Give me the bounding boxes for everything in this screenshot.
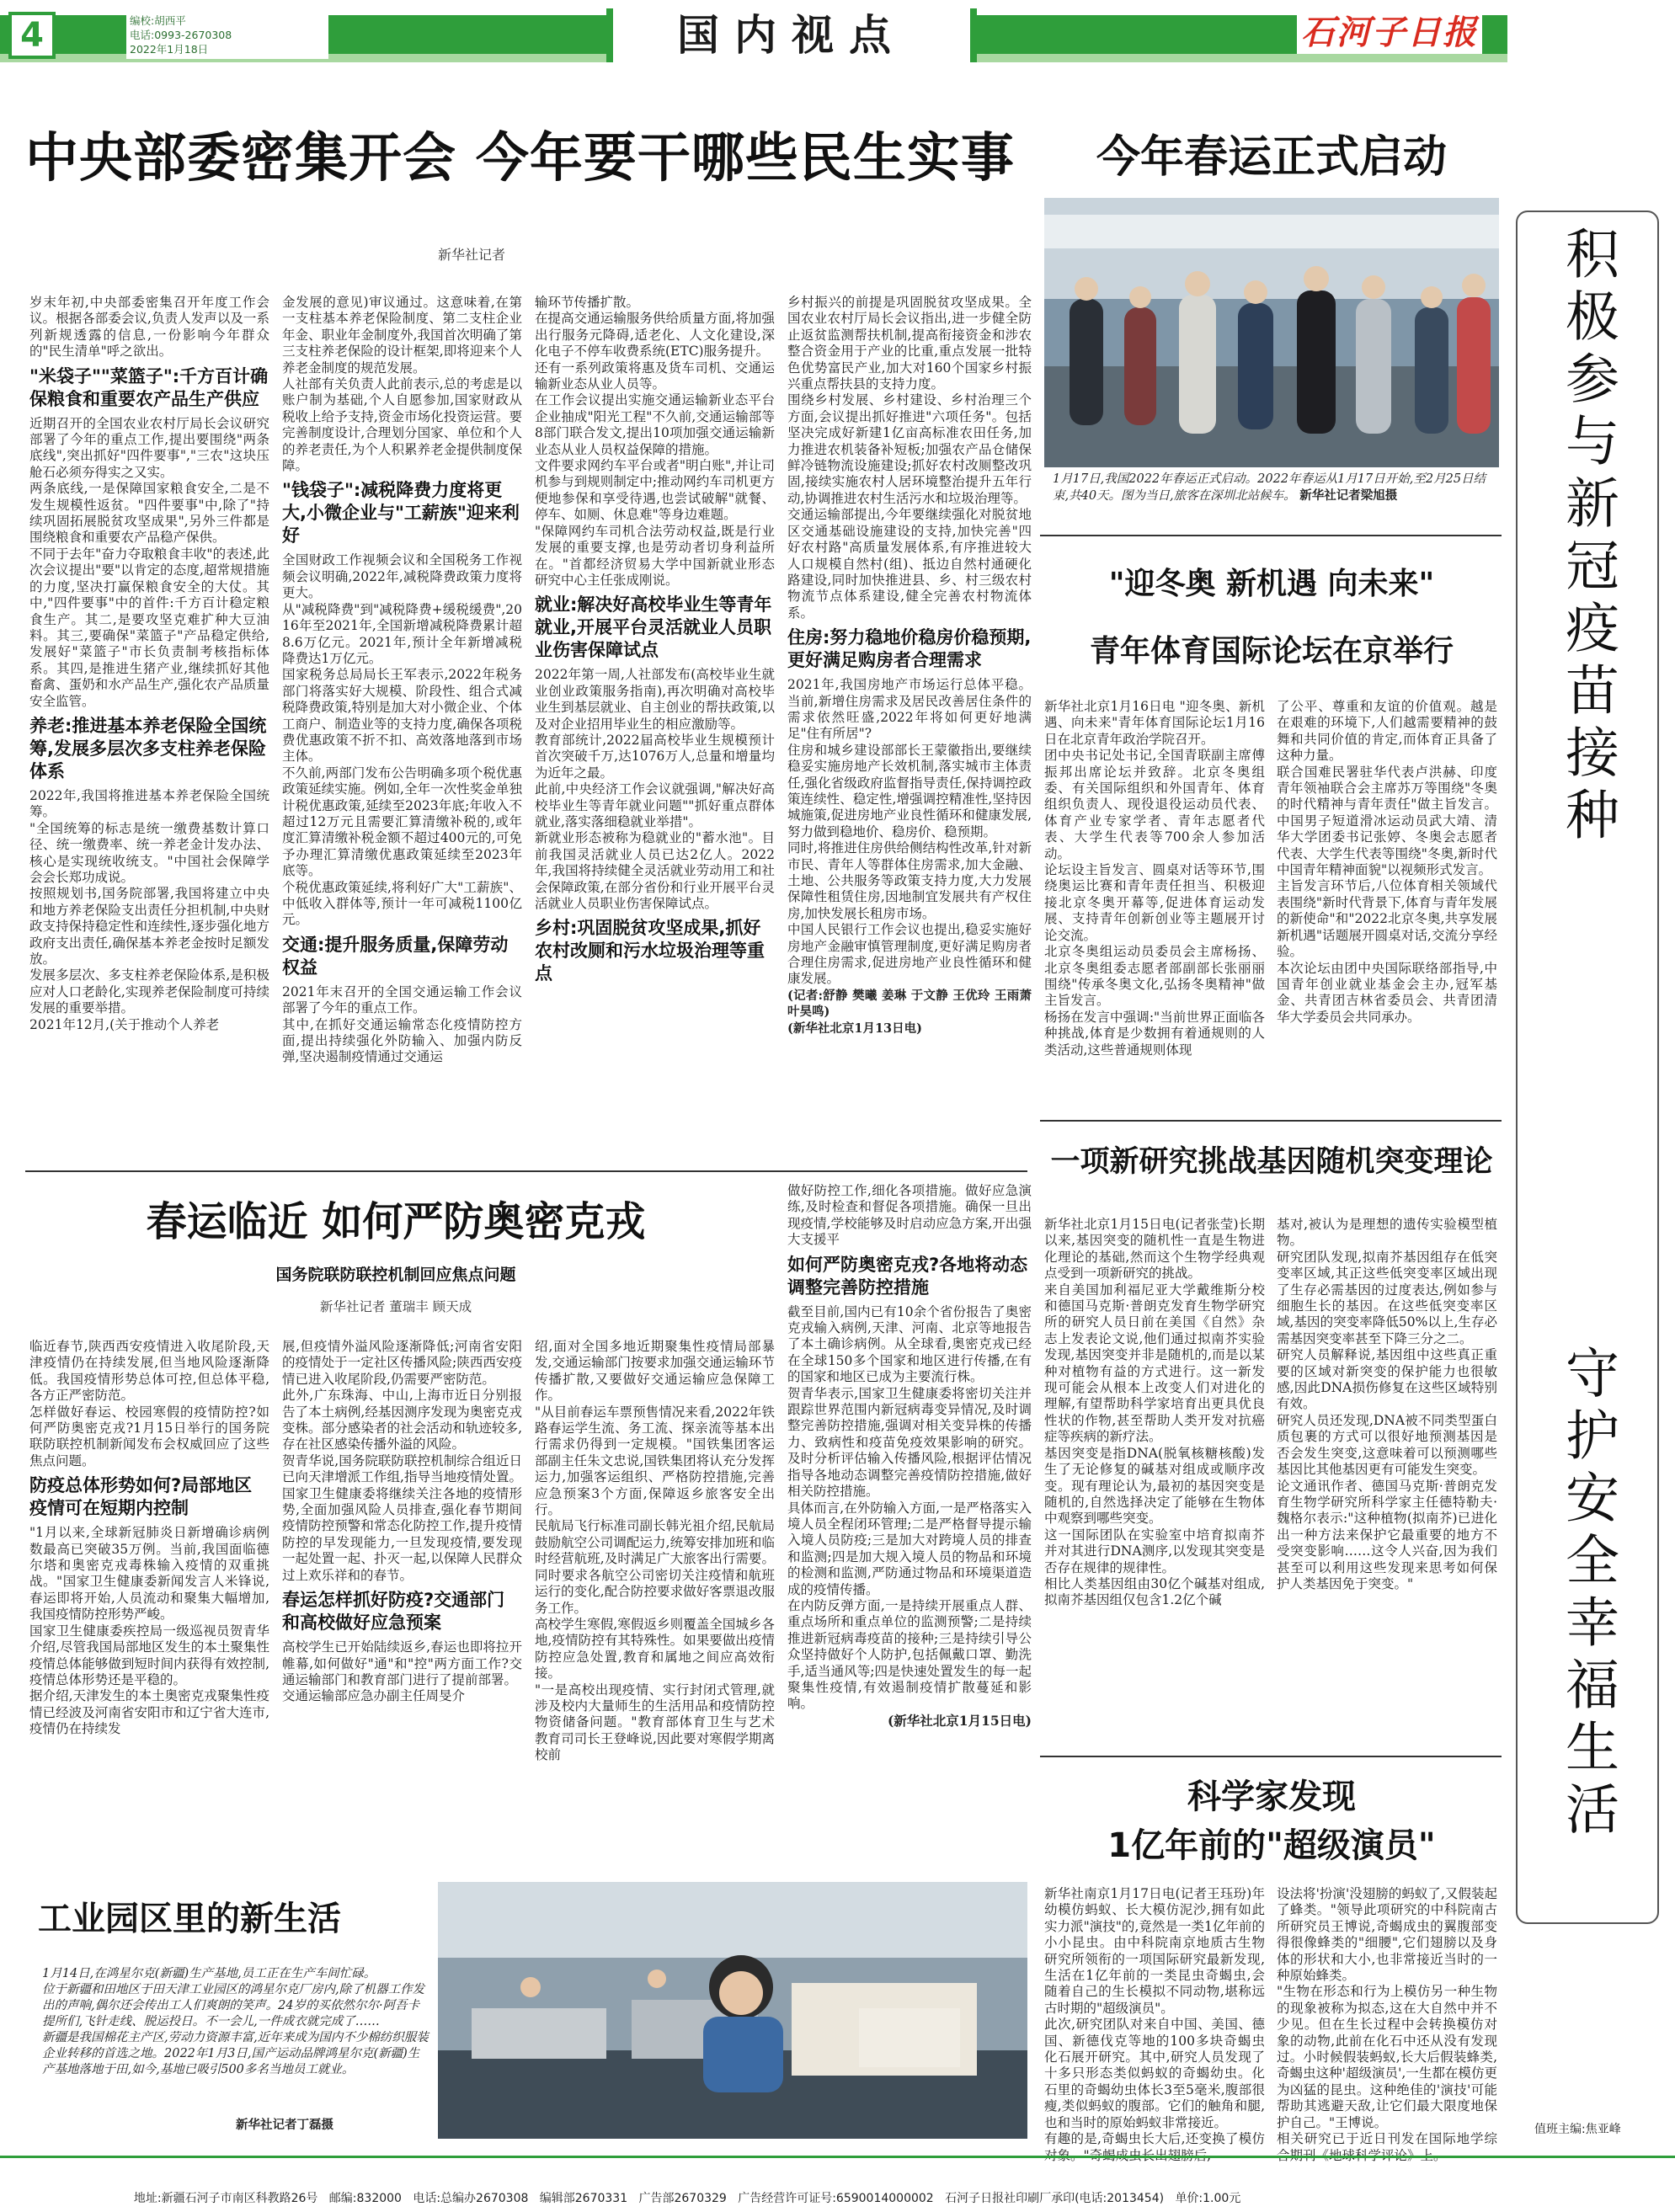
article1-credit: (记者:舒静 樊曦 姜琳 于文静 王优玲 王雨萧 叶昊鸣) (新华社北京1月13日电) [787, 988, 1032, 1036]
footer-printer: 石河子日报社印刷厂承印(电话:2013454) [945, 2192, 1165, 2205]
article7-photo [438, 1882, 1027, 2139]
article1-column-3 [535, 295, 775, 1179]
article3-col1: 新华社北京1月16日电 "迎冬奥、新机遇、向未来"青年体育国际论坛1月16日在北京青年政治学院召开。 团中央书记处书记,全国青联副主席傅振邦出席论坛并致辞。北京冬奥组委、有关国际组织和外国青年、体育组织负责人、现役退役运动员代表、体育产业专家学者、青年志愿者代表、大学生代表等700余人参加活动。 论坛设主旨发言、圆桌对话等环节,围绕奥运比赛和青年责任担当、积极迎接北京冬奥开幕等,促进体育运动发展、支持青年创新创业等主题展开讨论交流。 北京冬奥组运动员委员会主席杨扬、北京冬奥组委志愿者部副部长张丽丽围绕"传承冬奥文化,弘扬冬奥精神"做主旨发言。 杨扬在发言中强调:"当前世界正面临各种挑战,体育是少数拥有着通规则的人类活动,这些普通规则体现 [1044, 699, 1265, 1058]
date-line: 2022年1月18日 [130, 43, 209, 56]
divider-article1-bottom [25, 1170, 1027, 1172]
article1-subheading-transport: 交通:提升服务质量,保障劳动权益 [282, 934, 509, 978]
article6-subheading-omicron: 如何严防奥密克戎?各地将动态调整完善防控措施 [787, 1254, 1028, 1298]
article1-headline: 中央部委密集开会 今年要干哪些民生实事 [25, 127, 1015, 189]
factory-photo-illustration [438, 1882, 1027, 2139]
article1-subheading-tax: "钱袋子":减税降费力度将更大,小微企业与"工薪族"迎来利好 [282, 480, 520, 546]
article1-col2-text-b: 全国财政工作视频会议和全国税务工作视频会议明确,2022年,减税降费政策力度将更大。 从"减税降费"到"减税降费+缓税缓费",2016年至2021年,全国新增减税降费累计超8.6万亿元。2021年,预计全年新增减税降费达1万亿元。 国家税务总局局长王军表示,2022年税务部门将落实好大规模、阶段性、组合式减税降费政策,特别是加大对小微企业、个体工商户、制造业等的支持力度,确保各项税费优惠政策不折不扣、高效落地落到市场主体。 不久前,两部门发布公告明确多项个税优惠政策延续实施。例如,全年一次性奖金单独计税优惠政策,延续至2023年底;年收入不超过12万元且需要汇算清缴补税的,或年度汇算清缴补税金额不超过400元的,可免予办理汇算清缴优惠政策延续至2023年底等。 个税优惠政策延续,将利好广大"工薪族"、中低收入群体等,预计一年可减税1100亿元。 [282, 552, 522, 928]
phone-line: 电话:0993-2670308 [130, 29, 232, 41]
article2-photo-credit: 新华社记者梁旭摄 [1299, 488, 1398, 503]
article6-col1-text-b: "1月以来,全球新冠肺炎日新增确诊病例数最高已突破35万例。当前,我国面临德尔塔和奥密克戎毒株输入疫情的双重挑战。"国家卫生健康委新闻发言人米锋说,春运即将开始,人员流动和聚集大幅增加,我国疫情防控形势严峻。 国家卫生健康委疾控局一级巡视员贺青华介绍,尽管我国局部地区发生的本土聚集性疫情总体能够做到短时间内获得有效控制,疫情总体形势还是平稳的。 据介绍,天津发生的本土奥密克戎聚集性疫情已经波及河南省安阳市和辽宁省大连市,疫情仍在持续发 [29, 1525, 269, 1737]
article1-column-4 [787, 295, 1032, 1179]
article1-subheading-pension: 养老:推进基本养老保险全国统筹,发展多层次多支柱养老保险体系 [29, 715, 267, 781]
footer-editorial: 编辑部2670331 [539, 2192, 628, 2205]
article6-col2-text-b: 高校学生已开始陆续返乡,春运也即将拉开帷幕,如何做好"通"和"控"两方面工作?交通运输部门和教育部门进行了提前部署。 交通运输部应急办副主任周旻介 [282, 1639, 522, 1704]
article1-col4-text-b: 2021年,我国房地产市场运行总体平稳。当前,新增住房需求及居民改善居住条件的需求依然旺盛,2022年将如何更好地满足"住有所居"? 住房和城乡建设部部长王蒙徽指出,要继续稳妥实施房地产长效机制,落实城市主体责任,强化省级政府监督指导责任,保持调控政策连续性、稳定性,增强调控精准性,坚持因城施策,促进房地产业良性循环和健康发展,努力做到稳地价、稳房价、稳预期。 同时,将推进住房供给侧结构性改革,针对新市民、青年人等群体住房需求,加大金融、土地、公共服务等政策支持力度,大力发展保障性租赁住房,因地制宜发展共有产权住房,加快发展长租房市场。 中国人民银行工作会议也提出,稳妥实施好房地产金融审慎管理制度,更好满足购房者合理住房需求,促进房地产业良性循环和健康发展。 [787, 677, 1032, 987]
article1-col1-text-a: 岁末年初,中央部委密集召开年度工作会议。根据各部委会议,负责人发声以及一系列新规透露的信息,一份影响今年群众的"民生清单"呼之欲出。 [29, 295, 269, 360]
article6-col2-text-a: 展,但疫情外溢风险逐渐降低;河南省安阳的疫情处于一定社区传播风险;陕西西安疫情已进入收尾阶段,仍需要严密防范。 此外,广东珠海、中山,上海市近日分别报告了本土病例,经基因测序发现为奥密克戎变株。部分感染者的社会活动和轨迹较多,存在社区感染传播外溢的风险。 贺青华说,国务院联防联控机制综合组近日已向天津增派工作组,指导当地疫情处置。国家卫生健康委将继续关注各地的疫情形势,全面加强风险人员排查,强化春节期间疫情防控预警和常态化防控工作,提升疫情防控的早发现能力,一旦发现疫情,要发现一起处置一起、扑灭一起,以保障人民群众过上欢乐祥和的春节。 [282, 1339, 522, 1583]
footer-phone: 电话:总编办2670308 [413, 2192, 529, 2205]
article1-col2-text-a: 金发展的意见)审议通过。这意味着,在第一支柱基本养老保险制度、第二支柱企业年金、职业年金制度外,我国首次明确了第三支柱养老保险的设计框架,即将迎来个人养老金制度的规范发展。 人社部有关负责人此前表示,总的考虑是以账户制为基础,个人自愿参加,国家财政从税收上给予支持,资金市场化投资运营。要完善制度设计,合理划分国家、单位和个人的养老责任,为个人积累养老金提供制度保障。 [282, 295, 522, 474]
article6-col3-text-a: 绍,面对全国多地近期聚集性疫情局部暴发,交通运输部门按要求加强交通运输环节传播扩散,又要做好交通运输应急保障工作。 "从目前春运车票预售情况来看,2022年铁路春运学生流、务工流、探亲流等基本出行需求仍得到一定规模。"国铁集团客运部副主任朱文忠说,国铁集团将认充分发挥运力,加强客运组织、严格防控措施,完善应急预案3个方面,保障返乡旅客安全出行。 民航局飞行标准司副长韩光祖介绍,民航局鼓励航空公司调配运力,统筹安排加班和临时经营航班,及时满足广大旅客出行需要。同时要求各航空公司密切关注疫情和航班运行的变化,配合防控要求做好客票退改服务工作。 高校学生寒假,寒假返乡则覆盖全国城乡各地,疫情防控有其特殊性。如果要做出疫情防控应急处置,教育和属地之间应高效衔接。 "一是高校出现疫情、实行封闭式管理,就涉及校内大量师生的生活用品和疫情防控物资储备问题。"教育部体育卫生与艺术教育司司长王登峰说,因此要对寒假学期离校前 [535, 1339, 775, 1763]
footer-ad-dept: 广告部2670329 [638, 2192, 727, 2205]
newspaper-logo [1297, 12, 1482, 54]
footer-postcode: 邮编:832000 [328, 2192, 402, 2205]
article1-subheading-grain: "米袋子""菜篮子":千方百计确保粮食和重要农产品生产供应 [29, 365, 269, 409]
divider-article4-bottom [1040, 1756, 1502, 1757]
article6-column-1 [29, 1339, 269, 1869]
page-number-box [8, 12, 56, 59]
article6-col3-text-c: 截至目前,国内已有10余个省份报告了奥密克戎输入病例,天津、河南、北京等地报告了本土确诊病例。从全球看,奥密克戎已经在全球150多个国家和地区进行传播,在有的国家和地区已成为主要流行株。 贺青华表示,国家卫生健康委将密切关注并跟踪世界范围内新冠病毒变异情况,及时调整完善防控措施,强调对相关变异株的传播力、致病性和疫苗免疫效果影响的研究。及时分析评估输入传播风险,根据评估情况指导各地动态调整完善疫情防控措施,做好相关防控措施。 具体而言,在外防输入方面,一是严格落实入境人员全程闭环管理;二是严格督导提示输入境人员防疫;三是加大对跨境人员的排查和监测;四是加大规入境人员的物品和环境的检测和监测,严防通过物品和环境渠道造成的疫情传播。 在内防反弹方面,一是持续开展重点人群、重点场所和重点单位的监测预警;二是持续推进新冠病毒疫苗的接种;三是持续引导公众坚持做好个人防护,包括佩戴口罩、勤洗手,适当通风等;四是快速处置发生的每一起聚集性疫情,有效遏制疫情扩散蔓延和影响。 [787, 1303, 1032, 1712]
slogan-bottom: 守护安全幸福生活 [1556, 1345, 1619, 1843]
article1-col4-text-a: 乡村振兴的前提是巩固脱贫攻坚成果。全国农业农村厅局长会议指出,进一步健全防止返贫监测帮扶机制,提高衔接资金和涉农整合资金用于产业的比重,重点发展一批特色优势富民产业,加大对160个国家乡村振兴重点帮扶县的支持力度。 围绕乡村发展、乡村建设、乡村治理三个方面,会议提出抓好推进"六项任务"。包括坚决完成好新建1亿亩高标准农田任务,加力推进农机装备补短板;加强农产品仓储保鲜冷链物流设施建设;抓好农村改厕整改巩固,接续实施农村人居环境整治提升五年行动,协调推进农村生活污水和垃圾治理等。 交通运输部提出,今年要继续强化对脱贫地区交通基础设施建设的支持,加快完善"四好农村路"高质量发展体系,有序推进较大人口规模自然村(组)、抵边自然村通硬化路建设,同时加快推进县、乡、村三级农村物流节点体系建设,健全完善农村物流体系。 [787, 295, 1032, 621]
masthead [0, 0, 1675, 69]
article1-col1-text-b: 近期召开的全国农业农村厅局长会议研究部署了今年的重点工作,提出要围绕"两条底线",突出抓好"四件要事","三农"这块压舱石必须夯得实之又实。 两条底线,一是保障国家粮食安全,二是不发生规模性返贫。"四件要事"中,除了"持续巩固拓展脱贫攻坚成果",另外三件都是围绕粮食和重要农产品稳产保供。 不同于去年"奋力夺取粮食丰收"的表述,此次会议提出"要"以肯定的态度,超常规措施的力度,坚决打赢保粮食安全的大仗。其中,"四件要事"中的首件:千方百计稳定粮食生产。其二,是要攻坚克难扩种大豆油料。其三,要确保"菜篮子"产品稳定供给,发展好"菜篮子"市长负责制考核指标体系。其四,是推进生猪产业,继续抓好其他畜禽、蛋奶和水产品生产,强化农产品质量安全监管。 [29, 415, 269, 709]
article6-column-4 [787, 1183, 1032, 1869]
article2-headline: 今年春运正式启动 [1096, 132, 1447, 183]
article6-subheading-situation: 防疫总体形势如何?局部地区疫情可在短期内控制 [29, 1475, 253, 1519]
article7-headline: 工业园区里的新生活 [38, 1900, 341, 1938]
article3-col2: 了公平、尊重和友谊的价值观。越是在艰难的环境下,人们越需要精神的鼓舞和共同价值的肯定,而体育正具备了这种力量。 联合国难民署驻华代表卢洪赫、印度青年领袖联合会主席苏万等围绕"冬奥的时代精神与青年责任"做主旨发言。中国男子短道滑冰运动员武大靖、清华大学团委书记张婷、冬奥会志愿者代表、大学生代表等围绕"冬奥,新时代中国青年精神面貌"以视频形式发言。 主旨发言环节后,八位体育相关领域代表围绕"新时代背景下,体育与青年发展的新使命"和"2022北京冬奥,共享发展新机遇"话题展开圆桌对话,交流分享经验。 本次论坛由团中央国际联络部指导,中国青年创业就业基金会主办,冠军基金、共青团吉林省委员会、共青团清华大学委员会共同承办。 [1277, 699, 1497, 1025]
article4-headline: 一项新研究挑战基因随机突变理论 [1050, 1145, 1493, 1179]
article1-subheading-employment: 就业:解决好高校毕业生等青年就业,开展平台灵活就业人员职业伤害保障试点 [535, 594, 772, 661]
article6-subheading-travel: 春运怎样抓好防疫?交通部门和高校做好应急预案 [282, 1590, 505, 1634]
article2-caption-box [1053, 472, 1491, 525]
divider-article3-bottom [1040, 1120, 1502, 1122]
slogan-top: 积极参与新冠疫苗接种 [1556, 226, 1619, 849]
article1-col3-text-b: 2022年第一周,人社部发布(高校毕业生就业创业政策服务指南),再次明确对高校毕业生到基层就业、自主创业的帮扶政策,以及对企业招用毕业生的相应激励等。 教育部统计,2022届高校毕业生规模预计首次突破千万,达1076万人,总量和增量均为近年之最。 此前,中央经济工作会议就强调,"解决好高校毕业生等青年就业问题""抓好重点群体就业,落实落细稳就业举措"。 新就业形态被称为稳就业的"蓄水池"。目前我国灵活就业人员已达2亿人。2022年,我国将持续健全灵活就业劳动用工和社会保障政策,在部分省份和行业开展平台灵活就业人员职业伤害保障试点。 [535, 667, 775, 911]
article1-col2-text-c: 2021年末召开的全国交通运输工作会议部署了今年的重点工作。 其中,在抓好交通运输常态化疫情防控方面,提出持续强化外防输入、加强内防反弹,坚决遏制疫情通过交通运 [282, 983, 522, 1065]
article1-column-2 [282, 295, 522, 1179]
article4-col1: 新华社北京1月15日电(记者张莹)长期以来,基因突变的随机性一直是生物进化理论的基础,然而这个生物学经典观点受到一项新研究的挑战。 来自美国加利福尼亚大学戴维斯分校和德国马克斯·普朗克发育生物学研究所的研究人员日前在美国《自然》杂志上发表论文说,他们通过拟南芥实验发现,基因突变并非是随机的,而是以某种对植物有益的方式进行。这一新发现可能会从根本上改变人们对进化的理解,有望帮助科学家培育出更具优良性状的作物,甚至帮助人类开发对抗癌症等疾病的新疗法。 基因突变是指DNA(脱氧核糖核酸)发生了无论修复的碱基对组成或顺序改变。现有理论认为,最初的基因突变是随机的,自然选择决定了能够在生物体中观察到哪些突变。 这一国际团队在实验室中培育拟南芥并对其进行DNA测序,以发现其突变是否存在规律的规律性。 相比人类基因组由30亿个碱基对组成,拟南芥基因组仅包含1.2亿个碱 [1044, 1217, 1265, 1608]
divider-article2-bottom [1040, 535, 1502, 536]
article1-subheading-rural: 乡村:巩固脱贫攻坚成果,抓好农村改厕和污水垃圾治理等重点 [535, 918, 765, 984]
article3-headline-main: 青年体育国际论坛在京举行 [1089, 634, 1454, 669]
logo-text: 石河子日报 [1301, 13, 1478, 52]
article2-photo [1044, 198, 1499, 467]
article5-headline-line1: 科学家发现 [1187, 1778, 1356, 1816]
article5-headline-line2: 1亿年前的"超级演员" [1107, 1826, 1436, 1865]
article1-col3-text-a: 输环节传播扩散。 在提高交通运输服务供给质量方面,将加强出行服务元降碍,适老化、人文化建设,深化电子不停车收费系统(ETC)服务提升。 还有一系列政策将惠及货车司机、交通运输新业态从业人员等。 在工作会议提出实施交通运输新业态平台企业抽成"阳光工程"不久前,交通运输部等8部门联合发文,提出10项加强交通运输新业态从业人员权益保障的措施。 文件要求网约车平台或者"明白账",并让司机参与到规则制定中;推动网约车司机更方便地参保和享受待遇,也尝试破解"就餐、停车、如厕、休息难"等身边难题。 "保障网约车司机合法劳动权益,既是行业发展的重要支撑,也是劳动者切身利益所在。"首都经济贸易大学中国新就业形态研究中心主任张成刚说。 [535, 295, 775, 588]
article7-photo-credit: 新华社记者丁磊摄 [236, 2118, 333, 2132]
footer-bar [0, 2156, 1675, 2205]
article6-byline: 新华社记者 董瑞丰 顾天成 [319, 1299, 472, 1314]
sidebar-slogan-box [1516, 211, 1659, 1924]
article3-headline-top: "迎冬奥 新机遇 向未来" [1108, 567, 1435, 601]
footer-price: 单价:1.00元 [1175, 2192, 1241, 2205]
section-title-box [606, 8, 977, 62]
article1-subheading-housing: 住房:努力稳地价稳房价稳预期,更好满足购房者合理需求 [787, 627, 1032, 671]
page-number: 4 [20, 16, 44, 55]
article7-caption: 1月14日,在鸿星尔克(新疆)生产基地,员工正在生产车间忙碌。 位于新疆和田地区于田天津工业园区的鸿星尔克厂房内,除了机器工作发出的声响,偶尔还会传出工人们爽朗的笑声。24岁的买依然尔尔·阿吾卡提所们,飞针走线、脱运投日。不一会儿,一件成衣就完成了…… 新疆是我国棉花主产区,劳动力资源丰富,近年来成为国内不少棉纺织服装企业转移的首选之地。2022年1月3日,国产运动品牌鸿星尔克(新疆)生产基地落地于田,如今,基地已吸引500多名当地员工就业。 [42, 1967, 429, 2076]
article6-column-2 [282, 1339, 522, 1869]
article6-col3-text-b: 做好防控工作,细化各项措施。做好应急演练,及时检查和督促各项措施。确保一旦出现疫情,学校能够及时启动应急方案,开出强大支援平 [787, 1183, 1032, 1248]
article5-col2: 设法将'扮演'没翅膀的蚂蚁了,又假装起了蜂类。"领导此项研究的中科院南古所研究员王博说,奇蝎成虫的翼腹部变得很像蜂类的"细腰",它们翅膀以及身体的形状和大小,也非常接近当时的一种原始蜂类。 "生物在形态和行为上模仿另一种生物的现象被称为拟态,这在大自然中并不少见。但在生长过程中会转换模仿对象的动物,此前在化石中还从没有发现过。小时候假装蚂蚁,长大后假装蜂类,奇蝎虫这种'超级演员',一生都在模仿更为凶猛的昆虫。这种绝佳的'演技'可能帮助其逃避天敌,让它们最大限度地保护自己。"王博说。 相关研究已于近日刊发在国际地学综合期刊《地球科学评论》上。 [1277, 1886, 1497, 2163]
article1-byline: 新华社记者 [438, 247, 506, 263]
article4-col2: 基对,被认为是理想的遗传实验模型植物。 研究团队发现,拟南芥基因组存在低突变率区域,其正这些低突变率区域出现了生存必需基因的过度表达,例如参与细胞生长的基因。在这些低突变率区域,基因的突变率降低50%以上,生存必需基因突变率甚至下降三分之二。 研究人员解释说,基因组中这些真正重要的区域对新突变的保护能力也很敏感,因此DNA损伤修复在这些区域特别有效。 研究人员还发现,DNA被不同类型蛋白质包裹的方式可以很好地预测基因是否会发生突变,这意味着可以预测哪些基因比其他基因更有可能发生突变。 论文通讯作者、德国马克斯·普朗克发育生物学研究所科学家主任德特勒夫·魏格尔表示:"这种植物(拟南芥)已进化出一种方法来保护它最重要的地方不受突变影响……这令人兴奋,因为我们甚至可以利用这些发现来思考如何保护人类基因免于突变。" [1277, 1217, 1497, 1591]
article6-col1-text-a: 临近春节,陕西西安疫情进入收尾阶段,天津疫情仍在持续发展,但当地风险逐渐降低。我国疫情形势总体可控,但总体平稳,各方正严密防范。 怎样做好春运、校园寒假的疫情防控?如何严防奥密克戎?1月15日举行的国务院联防联控机制新闻发布会权威回应了这些焦点问题。 [29, 1339, 269, 1468]
footer-ad-license: 广告经营许可证号:6590014000002 [738, 2192, 934, 2205]
article1-column-1 [29, 295, 269, 1179]
station-photo-illustration [1044, 198, 1499, 467]
footer-address: 地址:新疆石河子市南区科教路26号 [133, 2192, 318, 2205]
article5-col1: 新华社南京1月17日电(记者王珏玢)年幼模仿蚂蚁、长大模仿泥沙,拥有如此实力派"演技"的,竟然是一类1亿年前的小小昆虫。由中科院南京地质古生物研究所领衔的一项国际研究最新发现,生活在1亿年前的一类昆虫奇蝎虫,会随着自己的生长模拟不同动物,堪称远古时期的"超级演员"。 此次,研究团队对来自中国、美国、德国、新德伐克等地的100多块奇蝎虫化石展开研究。其中,研究人员发现了十多只形态类似蚂蚁的奇蝎幼虫。化石里的奇蝎幼虫体长3至5毫米,腹部很瘦,类似蚂蚁的腹部。它们的触角和腿,也和当时的原始蚂蚁非常接近。 有趣的是,奇蝎虫长大后,还变换了模仿对象。"奇蝎成虫长出翅膀后, [1044, 1886, 1265, 2163]
section-title: 国内视点 [677, 11, 906, 60]
article6-credit: (新华社北京1月15日电) [887, 1712, 1032, 1729]
article2-caption: 1月17日,我国2022年春运正式启动。2022年春运从1月17日开始,至2月25日结束,共40天。图为当日,旅客在深圳北站候车。 [1053, 472, 1486, 503]
article6-headline: 春运临近 如何严防奥密克戎 [146, 1198, 646, 1245]
article1-col1-text-c: 2022年,我国将推进基本养老保险全国统筹。 "全国统筹的标志是统一缴费基数计算口径、统一缴费率、统一养老金计发办法、核心是实现统收统支。"中国社会保障学会会长郑功成说。 按照规划书,国务院部署,我国将建立中央和地方养老保险支出责任分担机制,中央财政支持保持稳定性和连续性,逐步强化地方政府支出责任,确保基本养老金按时足额发放。 发展多层次、多支柱养老保险体系,是积极应对人口老龄化,实现养老保险制度可持续发展的重要举措。 2021年12月,(关于推动个人养老 [29, 787, 269, 1032]
duty-editor-label: 值班主编:焦亚峰 [1534, 2123, 1621, 2136]
article6-subtitle: 国务院联防联控机制回应焦点问题 [275, 1266, 516, 1284]
editor-line: 编校:胡西平 [130, 14, 186, 27]
editor-info-block [126, 12, 328, 59]
